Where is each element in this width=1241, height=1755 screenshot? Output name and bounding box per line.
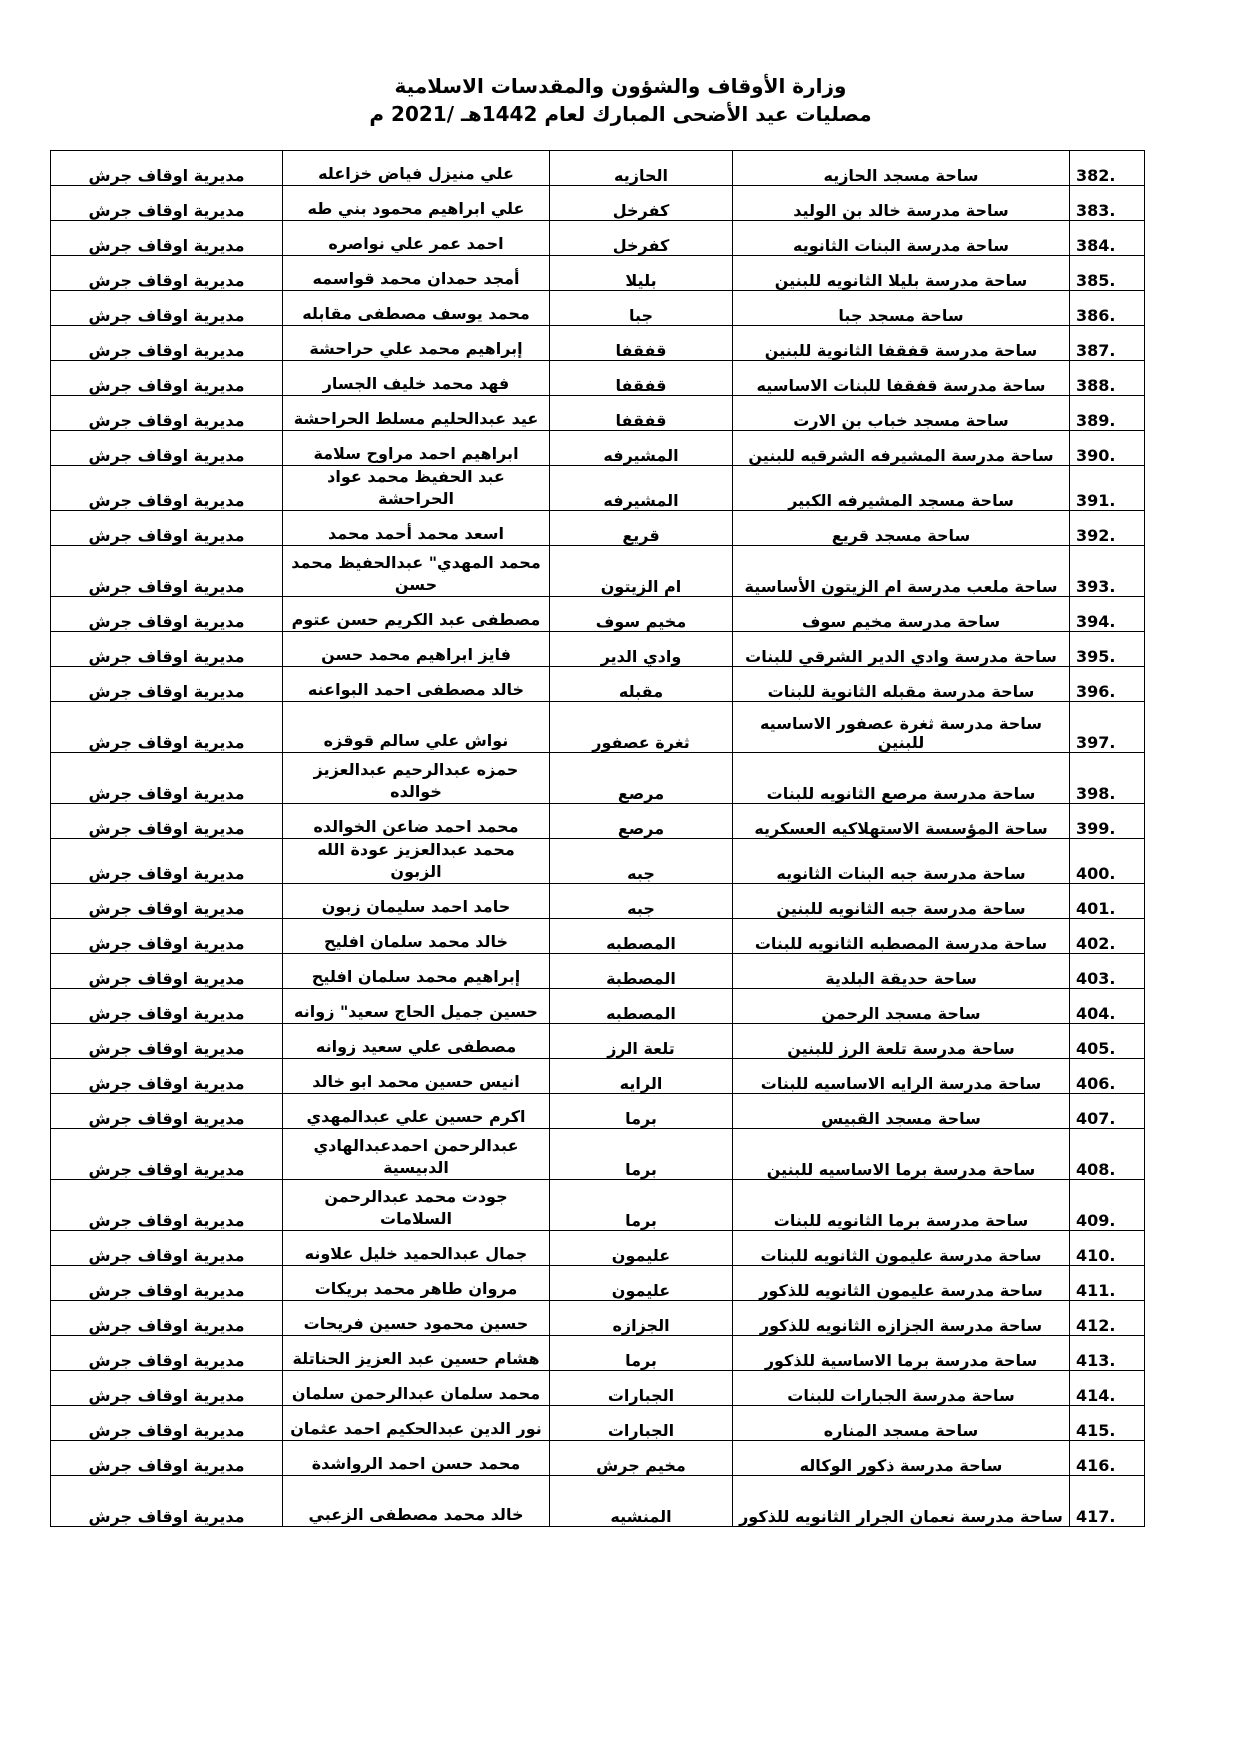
area-name: الجزازه	[550, 1301, 733, 1336]
area-name: قريع	[550, 511, 733, 546]
table-row	[51, 466, 1145, 511]
prayer-place: ساحة المؤسسة الاستهلاكيه العسكريه	[733, 804, 1070, 839]
table-row	[51, 954, 1145, 989]
area-name: وادي الدير	[550, 632, 733, 667]
imam-name: محمد يوسف مصطفى مقابله	[283, 291, 550, 326]
row-number: 388.	[1070, 361, 1145, 396]
prayer-place: ساحة مدرسة مخيم سوف	[733, 597, 1070, 632]
row-number: 398.	[1070, 753, 1145, 804]
imam-name: اسعد محمد أحمد محمد	[283, 511, 550, 546]
prayer-place: ساحة مدرسة الرايه الاساسيه للبنات	[733, 1059, 1070, 1094]
table-row	[51, 221, 1145, 256]
row-number: 385.	[1070, 256, 1145, 291]
prayer-place: ساحة مدرسة ذكور الوكاله	[733, 1441, 1070, 1476]
imam-name: محمد سلمان عبدالرحمن سلمان	[283, 1371, 550, 1406]
table-row	[51, 1231, 1145, 1266]
prayer-place: ساحة مسجد قريع	[733, 511, 1070, 546]
imam-name: عيد عبدالحليم مسلط الحراحشة	[283, 396, 550, 431]
area-name: برما	[550, 1336, 733, 1371]
prayer-grounds-table	[50, 150, 1145, 1527]
table-row	[51, 1129, 1145, 1180]
row-number: 407.	[1070, 1094, 1145, 1129]
table-row	[51, 667, 1145, 702]
table-row	[51, 431, 1145, 466]
table-row	[51, 839, 1145, 884]
row-number: 412.	[1070, 1301, 1145, 1336]
imam-name: ابراهيم احمد مراوح سلامة	[283, 431, 550, 466]
table-row	[51, 546, 1145, 597]
directorate: مديرية اوقاف جرش	[51, 396, 283, 431]
row-number: 403.	[1070, 954, 1145, 989]
imam-name: خالد محمد مصطفى الزعبي	[283, 1476, 550, 1527]
row-number: 408.	[1070, 1129, 1145, 1180]
row-number: 416.	[1070, 1441, 1145, 1476]
table-row	[51, 919, 1145, 954]
prayer-place: ساحة مدرسة نعمان الجرار الثانويه للذكور	[733, 1476, 1070, 1527]
directorate: مديرية اوقاف جرش	[51, 804, 283, 839]
directorate: مديرية اوقاف جرش	[51, 256, 283, 291]
prayer-place: ساحة مدرسة تلعة الرز للبنين	[733, 1024, 1070, 1059]
directorate: مديرية اوقاف جرش	[51, 597, 283, 632]
area-name: ثغرة عصفور	[550, 702, 733, 753]
imam-name: فايز ابراهيم محمد حسن	[283, 632, 550, 667]
row-number: 382.	[1070, 151, 1145, 186]
area-name: الرايه	[550, 1059, 733, 1094]
imam-name: اكرم حسين علي عبدالمهدي	[283, 1094, 550, 1129]
directorate: مديرية اوقاف جرش	[51, 1129, 283, 1180]
prayer-place: ساحة ملعب مدرسة ام الزيتون الأساسية	[733, 546, 1070, 597]
prayer-place: ساحة مدرسة عليمون الثانويه للذكور	[733, 1266, 1070, 1301]
directorate: مديرية اوقاف جرش	[51, 1094, 283, 1129]
area-name: ام الزيتون	[550, 546, 733, 597]
prayer-place: ساحة مسجد الحازيه	[733, 151, 1070, 186]
prayer-place: ساحة مدرسة المشيرفه الشرقيه للبنين	[733, 431, 1070, 466]
directorate: مديرية اوقاف جرش	[51, 151, 283, 186]
prayer-place: ساحة مدرسة برما الثانويه للبنات	[733, 1180, 1070, 1231]
table-row	[51, 1406, 1145, 1441]
imam-name: هشام حسين عبد العزيز الحناتلة	[283, 1336, 550, 1371]
directorate: مديرية اوقاف جرش	[51, 1024, 283, 1059]
area-name: المصطبه	[550, 989, 733, 1024]
area-name: كفرخل	[550, 186, 733, 221]
imam-name: خالد محمد سلمان افليح	[283, 919, 550, 954]
imam-name: محمد المهدي" عبدالحفيظ محمد حسن	[283, 546, 550, 597]
directorate: مديرية اوقاف جرش	[51, 954, 283, 989]
prayer-place: ساحة مدرسة جبه البنات الثانويه	[733, 839, 1070, 884]
imam-name: عبدالرحمن احمدعبدالهادي الدبيسية	[283, 1129, 550, 1180]
directorate: مديرية اوقاف جرش	[51, 1371, 283, 1406]
prayer-place: ساحة مدرسة ثغرة عصفور الاساسيه للبنين	[733, 702, 1070, 753]
table-row	[51, 1301, 1145, 1336]
row-number: 400.	[1070, 839, 1145, 884]
directorate: مديرية اوقاف جرش	[51, 291, 283, 326]
directorate: مديرية اوقاف جرش	[51, 632, 283, 667]
table-row	[51, 597, 1145, 632]
imam-name: حسين جميل الحاج سعيد" زوانه	[283, 989, 550, 1024]
table-row	[51, 291, 1145, 326]
table-row	[51, 1336, 1145, 1371]
prayer-place: ساحة مدرسة المصطبه الثانويه للبنات	[733, 919, 1070, 954]
directorate: مديرية اوقاف جرش	[51, 1476, 283, 1527]
directorate: مديرية اوقاف جرش	[51, 1266, 283, 1301]
area-name: برما	[550, 1094, 733, 1129]
prayer-place: ساحة مدرسة عليمون الثانويه للبنات	[733, 1231, 1070, 1266]
imam-name: حامد احمد سليمان زبون	[283, 884, 550, 919]
imam-name: محمد حسن احمد الرواشدة	[283, 1441, 550, 1476]
directorate: مديرية اوقاف جرش	[51, 466, 283, 511]
table-row	[51, 326, 1145, 361]
imam-name: محمد عبدالعزيز عودة الله الزبون	[283, 839, 550, 884]
directorate: مديرية اوقاف جرش	[51, 839, 283, 884]
table-row	[51, 361, 1145, 396]
area-name: مرصع	[550, 753, 733, 804]
prayer-place: ساحة مدرسة جبه الثانويه للبنين	[733, 884, 1070, 919]
row-number: 413.	[1070, 1336, 1145, 1371]
table-row	[51, 151, 1145, 186]
imam-name: مصطفى عبد الكريم حسن عتوم	[283, 597, 550, 632]
area-name: بليلا	[550, 256, 733, 291]
directorate: مديرية اوقاف جرش	[51, 431, 283, 466]
row-number: 410.	[1070, 1231, 1145, 1266]
row-number: 417.	[1070, 1476, 1145, 1527]
area-name: برما	[550, 1180, 733, 1231]
table-row	[51, 884, 1145, 919]
row-number: 389.	[1070, 396, 1145, 431]
row-number: 387.	[1070, 326, 1145, 361]
area-name: قفقفا	[550, 396, 733, 431]
prayer-place: ساحة مسجد الرحمن	[733, 989, 1070, 1024]
imam-name: نواش علي سالم قوقزه	[283, 702, 550, 753]
directorate: مديرية اوقاف جرش	[51, 221, 283, 256]
directorate: مديرية اوقاف جرش	[51, 361, 283, 396]
imam-name: حسين محمود حسين فريحات	[283, 1301, 550, 1336]
directorate: مديرية اوقاف جرش	[51, 884, 283, 919]
directorate: مديرية اوقاف جرش	[51, 1231, 283, 1266]
area-name: مخيم سوف	[550, 597, 733, 632]
table-row	[51, 186, 1145, 221]
document-subtitle: مصليات عيد الأضحى المبارك لعام 1442هـ /2021 م	[369, 102, 872, 126]
area-name: المشيرفه	[550, 466, 733, 511]
directorate: مديرية اوقاف جرش	[51, 1441, 283, 1476]
imam-name: مروان طاهر محمد بريكات	[283, 1266, 550, 1301]
directorate: مديرية اوقاف جرش	[51, 1180, 283, 1231]
directorate: مديرية اوقاف جرش	[51, 753, 283, 804]
area-name: قفقفا	[550, 326, 733, 361]
row-number: 411.	[1070, 1266, 1145, 1301]
area-name: المصطبة	[550, 954, 733, 989]
area-name: مرصع	[550, 804, 733, 839]
area-name: المصطبه	[550, 919, 733, 954]
table-row	[51, 1024, 1145, 1059]
row-number: 394.	[1070, 597, 1145, 632]
row-number: 397.	[1070, 702, 1145, 753]
row-number: 391.	[1070, 466, 1145, 511]
row-number: 404.	[1070, 989, 1145, 1024]
row-number: 409.	[1070, 1180, 1145, 1231]
area-name: الجبارات	[550, 1406, 733, 1441]
prayer-place: ساحة مسجد المناره	[733, 1406, 1070, 1441]
table-row	[51, 804, 1145, 839]
row-number: 386.	[1070, 291, 1145, 326]
row-number: 406.	[1070, 1059, 1145, 1094]
directorate: مديرية اوقاف جرش	[51, 186, 283, 221]
row-number: 384.	[1070, 221, 1145, 256]
area-name: قفقفا	[550, 361, 733, 396]
prayer-place: ساحة مدرسة قفقفا الثانوية للبنين	[733, 326, 1070, 361]
row-number: 392.	[1070, 511, 1145, 546]
prayer-place: ساحة مدرسة الجزازه الثانويه للذكور	[733, 1301, 1070, 1336]
area-name: الحازيه	[550, 151, 733, 186]
directorate: مديرية اوقاف جرش	[51, 919, 283, 954]
document-header	[0, 72, 1241, 128]
table-row	[51, 1266, 1145, 1301]
imam-name: إبراهيم محمد علي حراحشة	[283, 326, 550, 361]
area-name: مخيم جرش	[550, 1441, 733, 1476]
row-number: 395.	[1070, 632, 1145, 667]
imam-name: علي ابراهيم محمود بني طه	[283, 186, 550, 221]
area-name: عليمون	[550, 1231, 733, 1266]
area-name: برما	[550, 1129, 733, 1180]
table-row	[51, 511, 1145, 546]
directorate: مديرية اوقاف جرش	[51, 546, 283, 597]
directorate: مديرية اوقاف جرش	[51, 1336, 283, 1371]
directorate: مديرية اوقاف جرش	[51, 702, 283, 753]
row-number: 401.	[1070, 884, 1145, 919]
directorate: مديرية اوقاف جرش	[51, 1301, 283, 1336]
row-number: 405.	[1070, 1024, 1145, 1059]
row-number: 396.	[1070, 667, 1145, 702]
area-name: جبه	[550, 884, 733, 919]
row-number: 414.	[1070, 1371, 1145, 1406]
directorate: مديرية اوقاف جرش	[51, 1059, 283, 1094]
directorate: مديرية اوقاف جرش	[51, 989, 283, 1024]
imam-name: مصطفى علي سعيد زوانه	[283, 1024, 550, 1059]
imam-name: أمجد حمدان محمد قواسمه	[283, 256, 550, 291]
area-name: كفرخل	[550, 221, 733, 256]
prayer-place: ساحة مدرسة مرصع الثانويه للبنات	[733, 753, 1070, 804]
area-name: المنشيه	[550, 1476, 733, 1527]
imam-name: خالد مصطفى احمد البواعنه	[283, 667, 550, 702]
area-name: المشيرفه	[550, 431, 733, 466]
table-row	[51, 989, 1145, 1024]
imam-name: محمد احمد ضاعن الخوالده	[283, 804, 550, 839]
row-number: 393.	[1070, 546, 1145, 597]
table-row	[51, 1094, 1145, 1129]
table-row	[51, 702, 1145, 753]
table-row	[51, 256, 1145, 291]
imam-name: إبراهيم محمد سلمان افليح	[283, 954, 550, 989]
row-number: 402.	[1070, 919, 1145, 954]
directorate: مديرية اوقاف جرش	[51, 326, 283, 361]
prayer-place: ساحة مدرسة البنات الثانويه	[733, 221, 1070, 256]
area-name: عليمون	[550, 1266, 733, 1301]
prayer-place: ساحة مدرسة مقبله الثانوية للبنات	[733, 667, 1070, 702]
row-number: 415.	[1070, 1406, 1145, 1441]
area-name: تلعة الرز	[550, 1024, 733, 1059]
prayer-place: ساحة مدرسة برما الاساسية للذكور	[733, 1336, 1070, 1371]
area-name: جبا	[550, 291, 733, 326]
row-number: 383.	[1070, 186, 1145, 221]
prayer-place: ساحة مسجد جبا	[733, 291, 1070, 326]
imam-name: جودت محمد عبدالرحمن السلامات	[283, 1180, 550, 1231]
area-name: مقبله	[550, 667, 733, 702]
table-row	[51, 1476, 1145, 1527]
imam-name: جمال عبدالحميد خليل علاونه	[283, 1231, 550, 1266]
ministry-title: وزارة الأوقاف والشؤون والمقدسات الاسلامية	[394, 74, 847, 98]
imam-name: نور الدين عبدالحكيم احمد عثمان	[283, 1406, 550, 1441]
directorate: مديرية اوقاف جرش	[51, 667, 283, 702]
table-row	[51, 1180, 1145, 1231]
table-row	[51, 1441, 1145, 1476]
directorate: مديرية اوقاف جرش	[51, 511, 283, 546]
imam-name: عبد الحفيظ محمد عواد الحراحشة	[283, 466, 550, 511]
prayer-place: ساحة مدرسة برما الاساسيه للبنين	[733, 1129, 1070, 1180]
prayer-place: ساحة مدرسة وادي الدير الشرقي للبنات	[733, 632, 1070, 667]
area-name: الجبارات	[550, 1371, 733, 1406]
row-number: 399.	[1070, 804, 1145, 839]
prayer-place: ساحة حديقة البلدية	[733, 954, 1070, 989]
table-row	[51, 1059, 1145, 1094]
imam-name: احمد عمر علي نواصره	[283, 221, 550, 256]
imam-name: حمزه عبدالرحيم عبدالعزيز خوالده	[283, 753, 550, 804]
imam-name: فهد محمد خليف الجسار	[283, 361, 550, 396]
directorate: مديرية اوقاف جرش	[51, 1406, 283, 1441]
prayer-place: ساحة مدرسة بليلا الثانويه للبنين	[733, 256, 1070, 291]
prayer-place: ساحة مسجد القبيس	[733, 1094, 1070, 1129]
prayer-place: ساحة مسجد خباب بن الارت	[733, 396, 1070, 431]
imam-name: علي منيزل فياض خزاعله	[283, 151, 550, 186]
table-row	[51, 1371, 1145, 1406]
prayer-place: ساحة مسجد المشيرفه الكبير	[733, 466, 1070, 511]
table-row	[51, 753, 1145, 804]
prayer-place: ساحة مدرسة الجبارات للبنات	[733, 1371, 1070, 1406]
table-row	[51, 632, 1145, 667]
row-number: 390.	[1070, 431, 1145, 466]
table-body	[51, 151, 1145, 1527]
table-row	[51, 396, 1145, 431]
prayer-place: ساحة مدرسة خالد بن الوليد	[733, 186, 1070, 221]
prayer-place: ساحة مدرسة قفقفا للبنات الاساسيه	[733, 361, 1070, 396]
area-name: جبه	[550, 839, 733, 884]
imam-name: انيس حسين محمد ابو خالد	[283, 1059, 550, 1094]
